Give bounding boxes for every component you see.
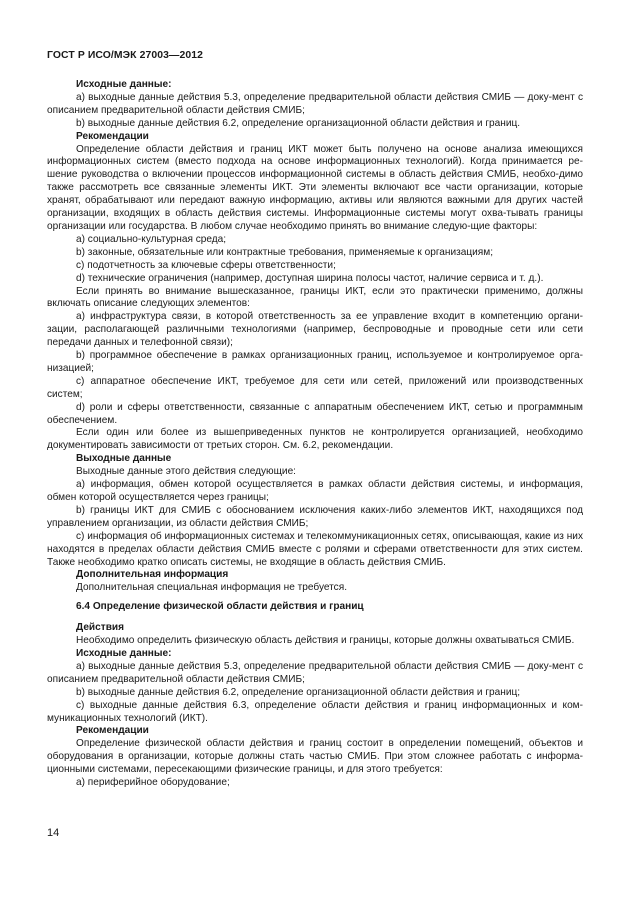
- list-item: a) выходные данные действия 5.3, определение предварительной области действия СМИБ — доку-мент с описанием предварительной области действия СМИБ;: [47, 660, 583, 685]
- list-item: c) выходные данные действия 6.3, определение области действия и границ информационных и ком-муникационных технологий (ИКТ).: [47, 699, 583, 724]
- heading-actions: Действия: [76, 622, 124, 634]
- list-item: b) границы ИКТ для СМИБ с обоснованием исключения каких-либо элементов ИКТ, находящихся под управлением организации, из области действия СМИБ;: [47, 504, 583, 529]
- page-number: 14: [47, 827, 60, 839]
- list-item: c) аппаратное обеспечение ИКТ, требуемое для сети или сетей, приложений или производственных систем;: [47, 375, 583, 400]
- list-item: a) периферийное оборудование;: [76, 777, 230, 789]
- paragraph: a) выходные данные действия 5.3, определение предварительной области действия СМИБ — доку-мент с описанием предварительной области действия СМИБ;: [47, 91, 583, 116]
- paragraph: Дополнительная специальная информация не требуется.: [76, 582, 347, 594]
- paragraph: Необходимо определить физическую область действия и границы, которые должны охватываться СМИБ.: [76, 635, 575, 647]
- list-item: b) выходные данные действия 6.2, определение организационной области действия и границ;: [76, 686, 521, 698]
- paragraph: Определение физической области действия и границ состоит в определении помещений, объектов и оборудования в организации, которые должны стать частью СМИБ. При этом сложнее работать с информа-ционными системами, пересекающими физические границы, и для этого требуется:: [47, 738, 583, 776]
- section-title: 6.4 Определение физической области действия и границ: [76, 601, 364, 613]
- paragraph: Если один или более из вышеприведенных пунктов не контролируется организацией, необходимо документировать зависимости от третьих сторон. См. 6.2, рекомендации.: [47, 427, 583, 452]
- paragraph: Если принять во внимание вышесказанное, границы ИКТ, если это практически применимо, должны включать описание следующих элементов:: [47, 285, 583, 310]
- heading-input-data: Исходные данные:: [76, 79, 172, 90]
- heading-output-data: Выходные данные: [76, 453, 172, 465]
- list-item: b) законные, обязательные или контрактные требования, применяемые к организациям;: [76, 246, 493, 258]
- heading-recommendations: Рекомендации: [76, 130, 149, 142]
- list-item: c) подотчетность за ключевые сферы ответственности;: [76, 259, 336, 271]
- heading-recommendations: Рекомендации: [76, 725, 149, 737]
- list-item: c) информация об информационных системах и телекоммуникационных сетях, описывающая, какие из них находятся в пределах области действия СМИБ вместе с ролями и сферами ответственности для этих систем. Также необходимо кратко описать системы, не входящие в область действия СМИБ.: [47, 530, 583, 568]
- heading-input-data: Исходные данные:: [76, 647, 172, 659]
- heading-additional-info: Дополнительная информация: [76, 569, 229, 581]
- list-item: a) социально-культурная среда;: [76, 233, 227, 245]
- document-body: [47, 79, 583, 790]
- paragraph: Выходные данные этого действия следующие:: [76, 466, 296, 478]
- list-item: b) программное обеспечение в рамках организационных границ, используемое и контролируемое орга-низацией;: [47, 350, 583, 374]
- list-item: a) инфраструктура связи, в которой ответственность за ее управление входит в компетенцию органи-зации, располагающей различными технологиями (например, беспроводные и проводные сети или сети передачи данных и телефонной связи);: [47, 311, 583, 349]
- list-item: a) информация, обмен которой осуществляется в рамках области действия системы, и информация, обмен которой осуществляется через границы;: [47, 479, 583, 503]
- list-item: d) роли и сферы ответственности, связанные с аппаратным обеспечением ИКТ, сетью и программным обеспечением.: [47, 401, 583, 426]
- paragraph: b) выходные данные действия 6.2, определение организационной области действия и границ.: [76, 117, 521, 129]
- paragraph: Определение области действия и границ ИКТ может быть получено на основе анализа имеющихся информационных систем (вместо подхода на основе информационных технологий). Когда принимается ре-шение руководства о включении процессов информационной системы в область действия СМИБ, необхо-димо также рассмотреть все связанные элементы ИКТ. Эти элементы включают все части организации, которые хранят, обрабатывают или передают важную информацию, активы или являются важными для других частей организации, входящих в область действия системы. Информационные системы могут охва-тывать границы организации или государства. В любом случае необходимо принять во внимание следую-щие факторы:: [47, 143, 583, 232]
- list-item: d) технические ограничения (например, доступная ширина полосы частот, наличие сервиса и т. д.).: [76, 272, 544, 284]
- document-header: ГОСТ Р ИСО/МЭК 27003—2012: [47, 50, 203, 61]
